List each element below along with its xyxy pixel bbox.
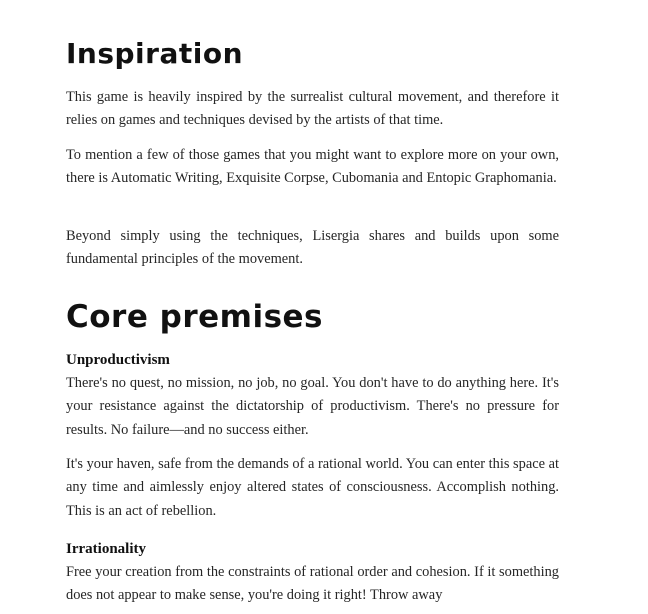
inspiration-heading: Inspiration — [66, 37, 244, 70]
paragraph-text: Beyond simply using the techniques, Lisergia shares and builds upon some fundamental principles of the movement. — [66, 228, 559, 268]
core-premises-heading: Core premises — [66, 299, 324, 335]
unproductivism-paragraph-1: There's no quest, no mission, no job, no goal. You don't have to do anything here. It's your resistance against the dictatorship of productivism. There's no pressure for results. No failure—and no success either. — [66, 375, 559, 438]
irrationality-section — [66, 538, 559, 608]
unproductivism-title: Unproductivism — [66, 352, 170, 368]
paragraph-text: To mention a few of those games that you might want to explore more on your own, there is Automatic Writing, Exquisite Corpse, Cubomania and Entopic Graphomania. — [66, 147, 559, 187]
unproductivism-paragraph-2-block — [66, 453, 559, 523]
inspiration-paragraph-1 — [66, 86, 559, 133]
unproductivism-section — [66, 349, 559, 442]
paragraph-text: This game is heavily inspired by the surrealist cultural movement, and therefore it relies on games and techniques devised by the artists of that time. — [66, 89, 559, 129]
inspiration-paragraph-3 — [66, 225, 559, 272]
inspiration-paragraph-2 — [66, 144, 559, 191]
irrationality-title: Irrationality — [66, 541, 146, 557]
unproductivism-paragraph-2: It's your haven, safe from the demands of a rational world. You can enter this space at any time and aimlessly enjoy altered states of consciousness. Accomplish nothing. This is an act of rebellion. — [66, 456, 559, 519]
irrationality-paragraph: Free your creation from the constraints of rational order and cohesion. If it something does not appear to make sense, you're doing it right! Throw away — [66, 564, 559, 604]
